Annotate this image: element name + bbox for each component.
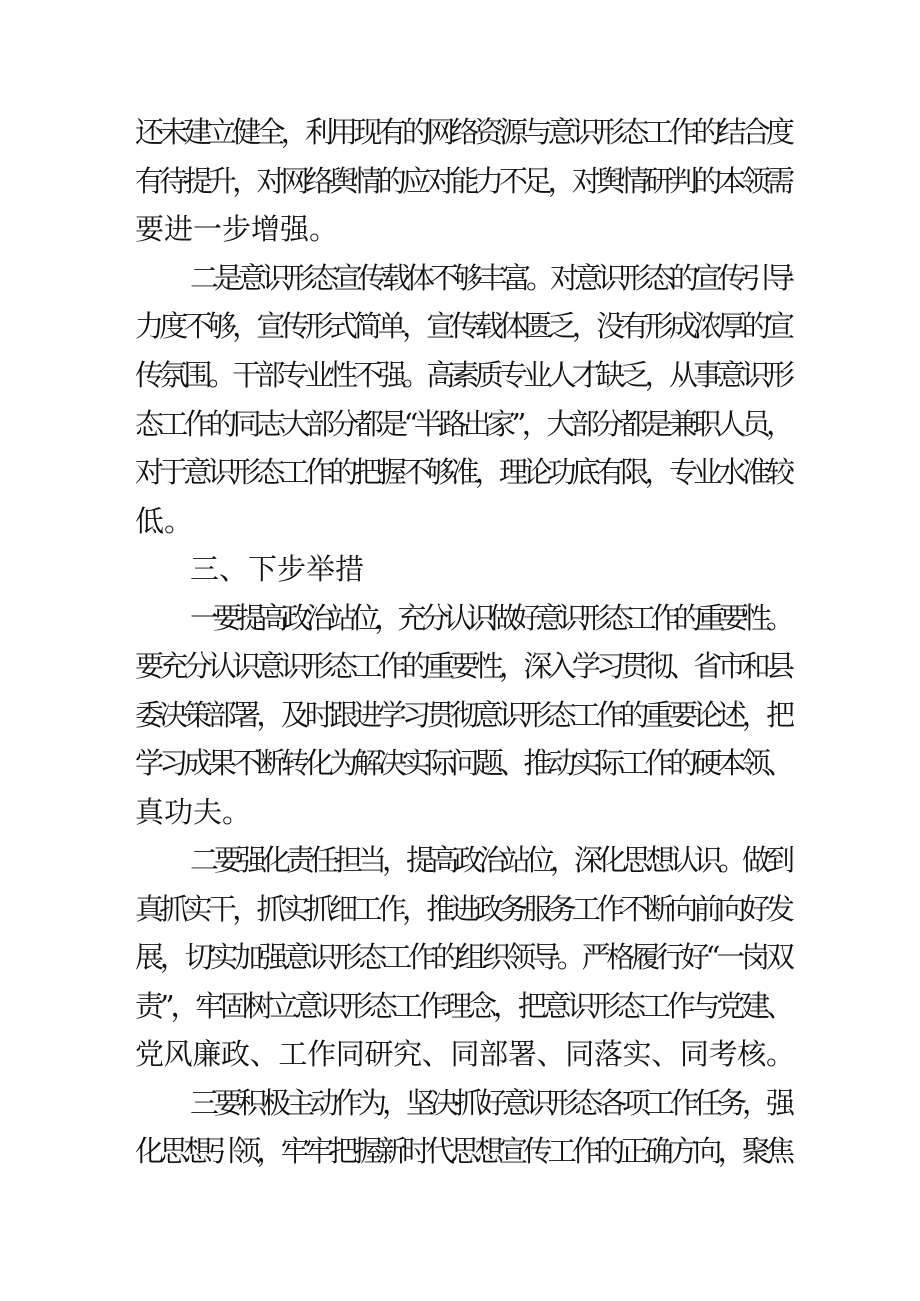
section-heading: 三、下步举措 [190, 552, 365, 586]
text-line: 真功夫。 [135, 795, 252, 829]
text-line: 还未建立健全，利用现有的网络资源与意识形态工作的结合度 [135, 115, 791, 149]
paragraph-first-line: 二要强化责任担当，提高政治站位，深化思想认识。做到 [190, 843, 791, 877]
paragraph-first-line: 二是意识形态宣传载体不够丰富。对意识形态的宣传引导 [190, 261, 791, 295]
text-line: 力度不够，宣传形式简单，宣传载体匮乏，没有形成浓厚的宣 [135, 309, 791, 343]
text-line: 有待提升，对网络舆情的应对能力不足，对舆情研判的本领需 [135, 164, 791, 198]
text-line: 传氛围。干部专业性不强。高素质专业人才缺乏，从事意识形 [135, 358, 791, 392]
paragraph-first-line: 三要积极主动作为，坚决抓好意识形态各项工作任务，强 [190, 1086, 791, 1120]
text-line: 要进一步增强。 [135, 212, 339, 246]
text-line: 党风廉政、工作同研究、同部署、同落实、同考核。 [135, 1037, 795, 1071]
text-line: 对于意识形态工作的把握不够准，理论功底有限，专业水准较 [135, 455, 791, 489]
text-line: 化思想引领，牢牢把握新时代思想宣传工作的正确方向，聚焦 [135, 1134, 791, 1168]
text-line: 真抓实干，抓实抓细工作，推进政务服务工作不断向前向好发 [135, 892, 791, 926]
text-line: 低。 [135, 504, 194, 538]
paragraph-first-line: 一要提高政治站位，充分认识做好意识形态工作的重要性。 [190, 601, 790, 635]
text-line: 委决策部署，及时跟进学习贯彻意识形态工作的重要论述，把 [135, 698, 791, 732]
text-line: 学习成果不断转化为解决实际问题、推动实际工作的硬本领、 [135, 746, 791, 780]
text-line: 责”，牢固树立意识形态工作理念，把意识形态工作与党建、 [135, 989, 791, 1023]
text-line: 要充分认识意识形态工作的重要性，深入学习贯彻、省市和县 [135, 649, 791, 683]
text-line: 展，切实加强意识形态工作的组织领导。严格履行好“一岗双 [135, 940, 791, 974]
text-line: 态工作的同志大部分都是“半路出家”，大部分都是兼职人员， [135, 407, 791, 441]
